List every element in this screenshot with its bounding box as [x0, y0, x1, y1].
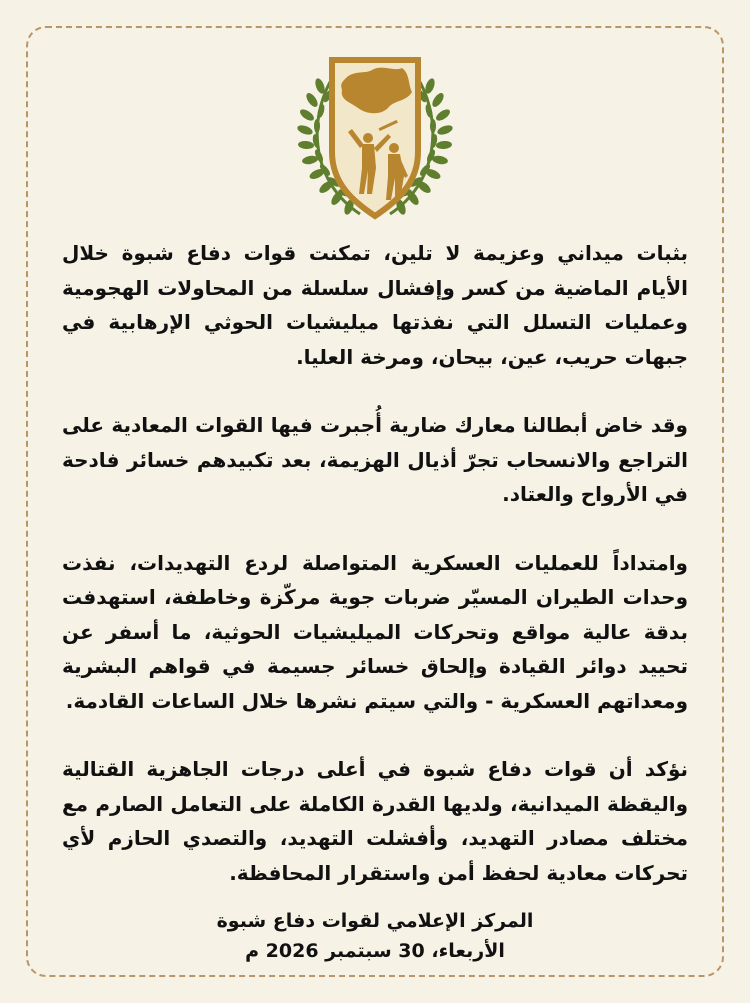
statement-footer [62, 906, 688, 966]
statement-paragraph-3: وامتداداً للعمليات العسكرية المتواصلة لردع التهديدات، نفذت وحدات الطيران المسيّر ضربات جوية مركّزة وخاطفة، استهدفت بدقة عالية مواقع وتحركات الميليشيات الحوثية، ما أسفر عن تحييد دوائر القيادة وإلحاق خسائر جسيمة في قواهم البشرية ومعداتهم العسكرية - والتي سيتم نشرها خلال الساعات القادمة. [62, 550, 688, 713]
forces-emblem-logo [290, 44, 460, 224]
statement-body [62, 236, 688, 890]
statement-paragraph-2: وقد خاض أبطالنا معارك ضارية أُجبرت فيها القوات المعادية على التراجع والانسحاب تجرّ أذيال الهزيمة، بعد تكبيدهم خسائر فادحة في الأرواح والعتاد. [62, 413, 688, 506]
statement-date: الأربعاء، 30 سبتمبر 2026 م [245, 940, 505, 962]
statement-paragraph-4: نؤكد أن قوات دفاع شبوة في أعلى درجات الجاهزية القتالية واليقظة الميدانية، ولديها القدرة الكاملة على التعامل الصارم مع مختلف مصادر التهديد، وأفشلت التهديد، والتصدي الحازم لأي تحركات معادية لحفظ أمن واستقرار المحافظة. [62, 757, 688, 885]
issuer-signature: المركز الإعلامي لقوات دفاع شبوة [216, 910, 534, 932]
statement-paragraph-1: بثبات ميداني وعزيمة لا تلين، تمكنت قوات دفاع شبوة خلال الأيام الماضية من كسر وإفشال سلسلة من المحاولات الهجومية وعمليات التسلل التي نفذتها ميليشيات الحوثي الإرهابية في جبهات حريب، عين، بيحان، ومرخة العليا. [62, 241, 688, 369]
